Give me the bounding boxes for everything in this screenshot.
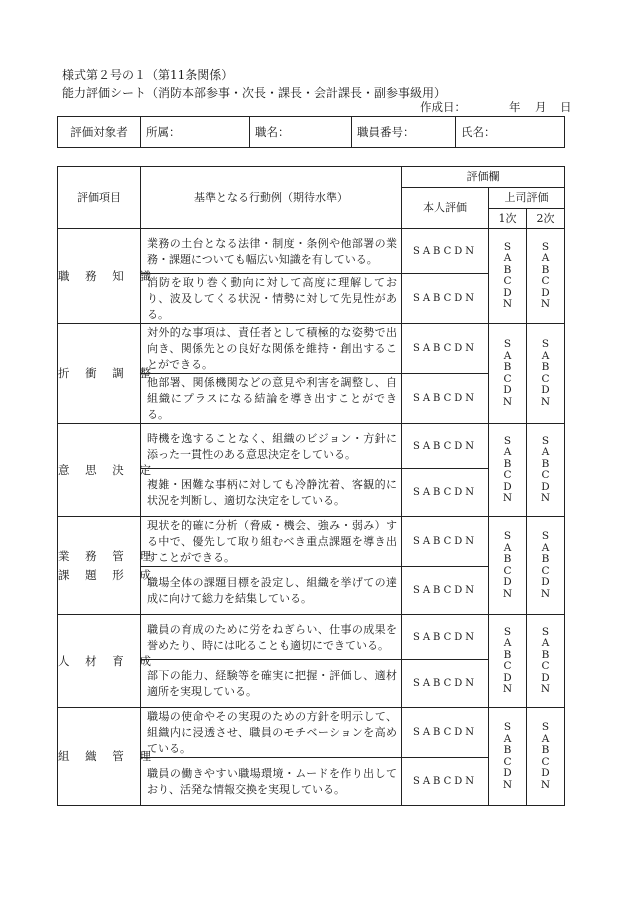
behavior-example: 職員の働きやすい職場環境・ムードを作り出しており、活発な情報交換を実現している。 [141, 758, 402, 806]
grade-letter: A [503, 541, 512, 554]
evaluation-row [58, 324, 565, 374]
grade-letter: D [541, 671, 550, 684]
header-standard: 基準となる行動例（期待水準） [141, 167, 402, 229]
subject-label: 評価対象者 [58, 117, 141, 148]
grade-letter: S [541, 338, 550, 350]
grade-letter: C [541, 469, 550, 481]
grade-letter: A [503, 637, 512, 649]
grade-letter: B [503, 553, 512, 565]
grade-letter: S [541, 625, 550, 638]
grade-letter: N [540, 395, 551, 408]
supervisor-first-rating[interactable] [489, 324, 527, 424]
grade-letter: S [503, 240, 512, 253]
grade-letter: C [503, 755, 512, 768]
grade-letter: N [540, 683, 551, 695]
behavior-example: 複雑・困難な事柄に対しても冷静沈着、客観的に状況を判断し、適切な決定をしている。 [141, 469, 402, 517]
grade-letter: D [541, 384, 550, 396]
grade-letter: B [503, 457, 512, 470]
behavior-example: 消防を取り巻く動向に対して高度に理解しており、波及してくる状況・情勢に対して先見性がある。 [141, 274, 402, 324]
item-name-line: 業 務 管 理 [58, 548, 157, 563]
year-unit: 年 [509, 100, 521, 114]
grade-letter: D [503, 286, 512, 299]
self-rating-scale[interactable]: SABCDN [402, 660, 489, 708]
grade-letter: C [503, 372, 512, 385]
self-rating-scale[interactable]: SABCDN [402, 324, 489, 374]
item-name-line: 職 務 知 識 [58, 268, 157, 283]
grade-letter: B [541, 744, 550, 756]
name-field: 氏名： [456, 117, 565, 148]
grade-letter: N [540, 298, 551, 310]
behavior-example: 職場の使命やその実現のための方針を明示して、組織内に浸透させ、職員のモチベーションを高めている。 [141, 708, 402, 758]
grade-letter: N [502, 587, 513, 600]
affiliation-field: 所属： [141, 117, 250, 148]
self-rating-scale[interactable]: SABCDN [402, 567, 489, 615]
supervisor-second-rating[interactable] [527, 517, 565, 615]
supervisor-first-rating[interactable] [489, 517, 527, 615]
grade-letter: B [541, 263, 550, 276]
grade-letter: B [503, 744, 512, 756]
grade-letter: S [503, 625, 512, 638]
grade-letter: N [502, 683, 513, 695]
grade-letter: C [503, 564, 512, 577]
evaluation-table [57, 166, 565, 806]
supervisor-second-rating[interactable] [527, 424, 565, 517]
self-rating-scale[interactable]: SABCDN [402, 615, 489, 660]
behavior-example: 部下の能力、経験等を確実に把握・評価し、適材適所を実現している。 [141, 660, 402, 708]
item-name-line: 組 織 管 理 [58, 749, 157, 763]
grade-letter: C [541, 755, 550, 768]
header-self-evaluation: 本人評価 [402, 188, 489, 229]
grade-letter: C [503, 660, 512, 672]
item-name [58, 615, 157, 708]
grade-letter: C [541, 564, 550, 577]
grade-letter: D [503, 767, 512, 779]
behavior-example: 時機を逸することなく、組織のビジョン・方針に添った一貫性のある意思決定をしている。 [141, 424, 402, 469]
form-number: 様式第２号の１（第11条関係） [62, 68, 234, 82]
supervisor-second-rating[interactable] [527, 229, 565, 324]
supervisor-second-rating[interactable] [527, 708, 565, 806]
grade-letter: A [541, 732, 550, 745]
self-rating-scale[interactable]: SABCDN [402, 374, 489, 424]
grade-letter: B [541, 457, 550, 470]
grade-letter: D [541, 576, 550, 588]
grade-letter: C [503, 469, 512, 481]
self-rating-scale[interactable]: SABCDN [402, 469, 489, 517]
grade-letter: D [503, 576, 512, 588]
evaluation-row [58, 615, 565, 660]
grade-letter: N [502, 492, 513, 504]
supervisor-second-rating[interactable] [527, 324, 565, 424]
supervisor-first-rating[interactable] [489, 615, 527, 708]
grade-letter: C [541, 275, 550, 287]
item-name [58, 708, 157, 806]
self-rating-scale[interactable]: SABCDN [402, 708, 489, 758]
grade-letter: A [541, 252, 550, 264]
header-supervisor-evaluation: 上司評価 [489, 188, 565, 209]
grade-letter: C [503, 275, 512, 287]
supervisor-first-rating[interactable] [489, 229, 527, 324]
grade-letter: N [502, 395, 513, 408]
grade-letter: S [541, 721, 550, 733]
self-rating-scale[interactable]: SABCDN [402, 424, 489, 469]
month-unit: 月 [535, 100, 547, 114]
grade-letter: A [503, 446, 512, 458]
behavior-example: 職員の育成のために労をねぎらい、仕事の成果を誉めたり、時には叱ることも適切にできている。 [141, 615, 402, 660]
evaluation-row [58, 708, 565, 758]
grade-letter: S [541, 530, 550, 542]
header-second: 2次 [527, 209, 565, 229]
header-item: 評価項目 [58, 167, 141, 229]
grade-letter: D [503, 671, 512, 684]
evaluation-row [58, 517, 565, 567]
item-name [58, 424, 157, 517]
grade-letter: N [502, 778, 513, 791]
grade-letter: S [541, 434, 550, 447]
supervisor-second-rating[interactable] [527, 615, 565, 708]
item-name-line: 人 材 育 成 [58, 653, 157, 668]
grade-letter: B [541, 553, 550, 565]
grade-letter: N [540, 778, 551, 791]
header-first: 1次 [489, 209, 527, 229]
position-field: 職名： [250, 117, 352, 148]
item-name [58, 517, 157, 615]
grade-letter: N [540, 492, 551, 504]
evaluation-row [58, 424, 565, 469]
grade-letter: C [541, 660, 550, 672]
grade-letter: A [503, 732, 512, 745]
header-evaluation: 評価欄 [402, 167, 565, 188]
item-name-line: 意 思 決 定 [58, 462, 157, 477]
self-rating-scale[interactable]: SABCDN [402, 517, 489, 567]
behavior-example: 現状を的確に分析（脅威・機会、強み・弱み）する中で、優先して取り組むべき重点課題を導き出すことができる。 [141, 517, 402, 567]
grade-letter: D [541, 286, 550, 299]
grade-letter: D [541, 480, 550, 493]
grade-letter: C [541, 372, 550, 385]
staff-number-field: 職員番号： [352, 117, 456, 148]
item-name [58, 229, 157, 324]
grade-letter: D [541, 767, 550, 779]
item-name [58, 324, 157, 424]
grade-letter: A [541, 349, 550, 362]
grade-letter: S [503, 338, 512, 350]
form-title: 能力評価シート（消防本部参事・次長・課長・会計課長・副参事級用） [62, 86, 447, 100]
self-rating-scale[interactable]: SABCDN [402, 758, 489, 806]
evaluation-row [58, 229, 565, 274]
day-unit: 日 [560, 100, 572, 114]
supervisor-first-rating[interactable] [489, 708, 527, 806]
grade-letter: N [540, 587, 551, 600]
grade-letter: S [503, 721, 512, 733]
grade-letter: B [503, 648, 512, 661]
grade-letter: S [503, 530, 512, 542]
grade-letter: N [502, 298, 513, 310]
item-name-line: 折 衝 調 整 [58, 366, 157, 380]
grade-letter: A [541, 446, 550, 458]
behavior-example: 職場全体の課題目標を設定し、組織を挙げての達成に向けて総力を結集している。 [141, 567, 402, 615]
grade-letter: S [541, 240, 550, 253]
grade-letter: A [503, 252, 512, 264]
behavior-example: 業務の土台となる法律・制度・条例や他部署の業務・課題についても幅広い知識を有している。 [141, 229, 402, 274]
item-name-line: 課 題 形 成 [58, 567, 157, 582]
grade-letter: A [541, 637, 550, 649]
grade-letter: B [503, 361, 512, 373]
grade-letter: D [503, 480, 512, 493]
supervisor-first-rating[interactable] [489, 424, 527, 517]
self-rating-scale[interactable]: SABCDN [402, 274, 489, 324]
grade-letter: B [541, 361, 550, 373]
grade-letter: A [541, 541, 550, 554]
subject-info-table [57, 116, 565, 148]
grade-letter: D [503, 384, 512, 396]
grade-letter: B [503, 263, 512, 276]
grade-letter: B [541, 648, 550, 661]
grade-letter: A [503, 349, 512, 362]
grade-letter: S [503, 434, 512, 447]
behavior-example: 対外的な事項は、責任者として積極的な姿勢で出向き、関係先との良好な関係を維持・創出することができる。 [141, 324, 402, 374]
self-rating-scale[interactable]: SABCDN [402, 229, 489, 274]
date-label: 作成日： [420, 100, 466, 114]
creation-date-line [420, 100, 570, 114]
behavior-example: 他部署、関係機関などの意見や利害を調整し、自組織にプラスになる結論を導き出すことができる。 [141, 374, 402, 424]
